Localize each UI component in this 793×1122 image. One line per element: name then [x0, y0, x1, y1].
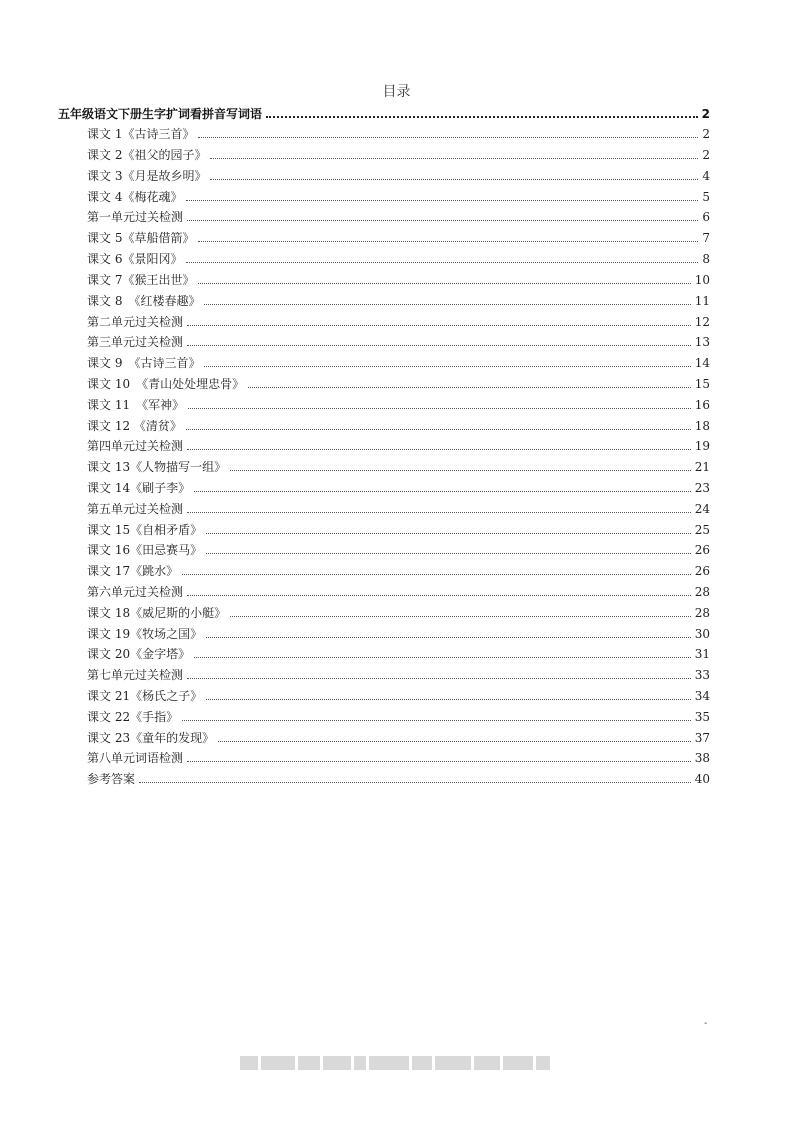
toc-leader-dots [186, 429, 691, 430]
toc-entry-label: 课文 16《田忌赛马》 [87, 543, 203, 557]
toc-entry-label: 课文 8 《红楼春趣》 [87, 294, 201, 308]
toc-leader-dots [198, 137, 698, 138]
toc-entry[interactable] [87, 625, 710, 641]
toc-leader-dots [198, 241, 698, 242]
toc-leader-dots [194, 657, 691, 658]
watermark-block [261, 1056, 295, 1070]
toc-entry-page: 30 [694, 627, 710, 641]
toc-entry-label: 课文 3《月是故乡明》 [87, 169, 207, 183]
toc-entry-page: 25 [694, 523, 710, 537]
toc-leader-dots [187, 220, 698, 221]
toc-entry-label: 五年级语文下册生字扩词看拼音写词语 [58, 107, 263, 121]
toc-entry-page: 19 [694, 439, 710, 453]
toc-entry-page: 33 [694, 668, 710, 682]
toc-entry-page: 11 [694, 294, 710, 308]
toc-entry[interactable] [87, 645, 710, 661]
toc-entry-label: 第三单元过关检测 [87, 335, 184, 349]
toc-entry-page: 13 [694, 335, 710, 349]
toc-entry[interactable] [87, 437, 710, 453]
toc-leader-dots [230, 470, 691, 471]
toc-leader-dots [206, 553, 691, 554]
watermark-block [354, 1056, 366, 1070]
toc-entry[interactable] [87, 687, 710, 703]
toc-leader-dots [187, 678, 691, 679]
toc-entry[interactable] [87, 770, 710, 786]
watermark-block [503, 1056, 533, 1070]
toc-leader-dots [188, 408, 691, 409]
toc-entry[interactable] [87, 604, 710, 620]
toc-leader-dots [266, 116, 698, 118]
toc-entry-page: 38 [694, 751, 710, 765]
watermark-block [412, 1056, 432, 1070]
toc-entry[interactable] [87, 146, 710, 162]
toc-leader-dots [230, 616, 691, 617]
toc-entry-label: 第四单元过关检测 [87, 439, 184, 453]
toc-entry[interactable] [87, 500, 710, 516]
toc-entry-page: 26 [694, 564, 710, 578]
toc-leader-dots [186, 200, 698, 201]
toc-entry-page: 6 [702, 210, 710, 224]
toc-entry-label: 课文 10 《青山处处埋忠骨》 [87, 377, 245, 391]
toc-entry-page: 2 [701, 107, 710, 121]
toc-entry[interactable] [87, 250, 710, 266]
toc-entry-label: 课文 12 《清贫》 [87, 419, 182, 433]
toc-entry[interactable] [87, 583, 710, 599]
toc-entry[interactable] [87, 708, 710, 724]
toc-entry-label: 课文 14《刷子李》 [87, 481, 191, 495]
toc-entry-page: 18 [694, 419, 710, 433]
toc-leader-dots [187, 512, 691, 513]
toc-entry[interactable] [87, 229, 710, 245]
toc-entry-label: 课文 15《自相矛盾》 [87, 523, 203, 537]
toc-leader-dots [248, 387, 691, 388]
toc-entry[interactable] [87, 167, 710, 183]
toc-leader-dots [204, 304, 690, 305]
toc-entry[interactable] [87, 749, 710, 765]
toc-main-entry[interactable] [58, 105, 710, 121]
toc-entry-page: 34 [694, 689, 710, 703]
toc-entry-label: 第五单元过关检测 [87, 502, 184, 516]
toc-entry[interactable] [87, 562, 710, 578]
toc-entry-label: 课文 18《威尼斯的小艇》 [87, 606, 227, 620]
toc-leader-dots [210, 158, 698, 159]
toc-entry-page: 21 [694, 460, 710, 474]
toc-entry[interactable] [87, 208, 710, 224]
toc-entry-label: 参考答案 [87, 772, 136, 786]
toc-entry-page: 5 [702, 190, 710, 204]
watermark-block [369, 1056, 409, 1070]
toc-entry-label: 课文 21《杨氏之子》 [87, 689, 203, 703]
toc-entry-label: 课文 2《祖父的园子》 [87, 148, 207, 162]
toc-entry-label: 课文 23《童年的发现》 [87, 731, 215, 745]
toc-entry-page: 14 [694, 356, 710, 370]
toc-entry[interactable] [87, 479, 710, 495]
toc-entry-label: 第八单元词语检测 [87, 751, 184, 765]
toc-leader-dots [210, 179, 698, 180]
toc-entry-page: 24 [694, 502, 710, 516]
toc-entry-label: 课文 17《跳水》 [87, 564, 179, 578]
toc-entry[interactable] [87, 375, 710, 391]
toc-entry[interactable] [87, 333, 710, 349]
toc-entry[interactable] [87, 729, 710, 745]
toc-entry-label: 第一单元过关检测 [87, 210, 184, 224]
toc-entry-label: 第六单元过关检测 [87, 585, 184, 599]
toc-entry[interactable] [87, 666, 710, 682]
watermark-block [435, 1056, 471, 1070]
footer-mark: - [704, 1018, 708, 1029]
toc-entry[interactable] [87, 354, 710, 370]
toc-leader-dots [198, 283, 690, 284]
toc-leader-dots [187, 345, 691, 346]
toc-entry-page: 8 [702, 252, 710, 266]
toc-entry-page: 35 [694, 710, 710, 724]
toc-leader-dots [206, 533, 691, 534]
watermark-block [298, 1056, 320, 1070]
toc-entry-page: 2 [702, 148, 710, 162]
footer-blurred-watermark [240, 1056, 556, 1070]
toc-entry-page: 23 [694, 481, 710, 495]
toc-entry-page: 26 [694, 543, 710, 557]
toc-entry-label: 课文 1《古诗三首》 [87, 127, 195, 141]
toc-entry-page: 2 [702, 127, 710, 141]
toc-entry[interactable] [87, 458, 710, 474]
toc-entry-page: 10 [694, 273, 710, 287]
toc-entry[interactable] [87, 313, 710, 329]
toc-leader-dots [187, 449, 691, 450]
toc-leader-dots [194, 491, 691, 492]
toc-leader-dots [187, 595, 691, 596]
toc-entry-label: 课文 5《草船借箭》 [87, 231, 195, 245]
toc-entry-label: 第七单元过关检测 [87, 668, 184, 682]
toc-entry[interactable] [87, 417, 710, 433]
toc-leader-dots [187, 325, 691, 326]
toc-entry[interactable] [87, 521, 710, 537]
toc-entry-label: 课文 4《梅花魂》 [87, 190, 183, 204]
toc-entry[interactable] [87, 188, 710, 204]
toc-entry[interactable] [87, 125, 710, 141]
toc-leader-dots [206, 699, 691, 700]
toc-entry-label: 课文 6《景阳冈》 [87, 252, 183, 266]
toc-leader-dots [139, 782, 691, 783]
toc-leader-dots [182, 574, 691, 575]
toc-entry[interactable] [87, 396, 710, 412]
toc-entry-page: 28 [694, 606, 710, 620]
watermark-block [474, 1056, 500, 1070]
toc-entry-label: 课文 20《金字塔》 [87, 647, 191, 661]
toc-entry-page: 16 [694, 398, 710, 412]
toc-entry-page: 4 [702, 169, 710, 183]
toc-entry-label: 课文 7《猴王出世》 [87, 273, 195, 287]
toc-entry-page: 28 [694, 585, 710, 599]
toc-entry[interactable] [87, 292, 710, 308]
watermark-block [323, 1056, 351, 1070]
toc-entry[interactable] [87, 541, 710, 557]
page-title: 目录 [382, 84, 411, 100]
toc-entry[interactable] [87, 271, 710, 287]
toc-leader-dots [206, 637, 691, 638]
toc-entry-label: 课文 22《手指》 [87, 710, 179, 724]
toc-entry-page: 31 [694, 647, 710, 661]
toc-leader-dots [187, 761, 691, 762]
toc-entry-label: 课文 9 《古诗三首》 [87, 356, 201, 370]
toc-entry-label: 课文 11 《军神》 [87, 398, 185, 412]
toc-leader-dots [182, 720, 691, 721]
toc-entry-page: 37 [694, 731, 710, 745]
toc-entry-label: 第二单元过关检测 [87, 315, 184, 329]
watermark-block [536, 1056, 550, 1070]
toc-entry-page: 40 [694, 772, 710, 786]
toc-leader-dots [218, 741, 691, 742]
toc-entry-page: 15 [694, 377, 710, 391]
toc-leader-dots [204, 366, 690, 367]
watermark-block [240, 1056, 258, 1070]
toc-entry-page: 12 [694, 315, 710, 329]
toc-entry-label: 课文 13《人物描写一组》 [87, 460, 227, 474]
toc-leader-dots [186, 262, 698, 263]
toc-entry-page: 7 [702, 231, 710, 245]
toc-entry-label: 课文 19《牧场之国》 [87, 627, 203, 641]
